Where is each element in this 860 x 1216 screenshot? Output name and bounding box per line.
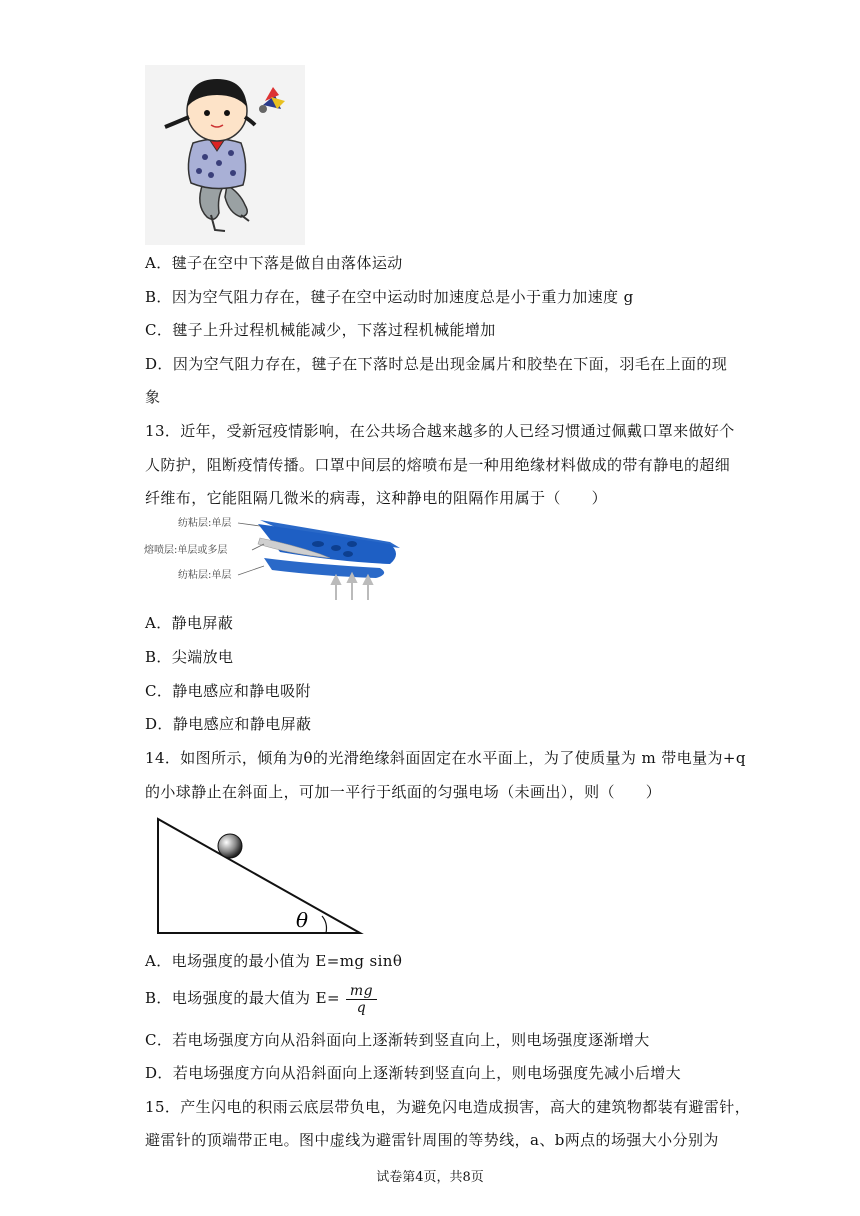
q12-option-b: B．因为空气阻力存在，毽子在空中运动时加速度总是小于重力加速度 g — [145, 288, 634, 306]
q14-option-c: C．若电场强度方向从沿斜面向上逐渐转到竖直向上，则电场强度逐渐增大 — [145, 1031, 650, 1049]
q12-option-d: D．因为空气阻力存在，毽子在下落时总是出现金属片和胶垫在下面，羽毛在上面的现 — [145, 355, 728, 373]
q14-option-b — [145, 981, 377, 1016]
mask-label-outer: 纺粘层:单层 — [178, 518, 232, 529]
q12-option-d-cont: 象 — [145, 388, 161, 406]
q13-option-c: C．静电感应和静电吸附 — [145, 682, 311, 700]
angle-theta-label: θ — [296, 908, 309, 932]
mask-label-inner: 纺粘层:单层 — [178, 570, 232, 581]
page-footer: 试卷第4页，共8页 — [376, 1170, 484, 1185]
q13-stem-line-1: 13．近年，受新冠疫情影响，在公共场合越来越多的人已经习惯通过佩戴口罩来做好个 — [145, 422, 735, 440]
q13-option-b: B．尖端放电 — [145, 648, 234, 666]
q15-stem-line-2: 避雷针的顶端带正电。图中虚线为避雷针周围的等势线，a、b两点的场强大小分别为 — [145, 1131, 719, 1149]
q13-stem-line-2: 人防护，阻断疫情传播。口罩中间层的熔喷布是一种用绝缘材料做成的带有静电的超细 — [145, 456, 731, 474]
q14-stem-line-2: 的小球静止在斜面上，可加一平行于纸面的匀强电场（未画出），则（ ） — [145, 783, 662, 801]
q13-option-d: D．静电感应和静电屏蔽 — [145, 715, 312, 733]
q12-option-c: C．毽子上升过程机械能减少，下落过程机械能增加 — [145, 321, 496, 339]
mask-layers-diagram — [140, 514, 410, 604]
fraction-denominator: q — [356, 999, 367, 1016]
q13-stem-line-3: 纤维布，它能阻隔几微米的病毒，这种静电的阻隔作用属于（ ） — [145, 489, 608, 507]
q12-option-a: A．毽子在空中下落是做自由落体运动 — [145, 254, 403, 272]
q14-option-a: A．电场强度的最小值为 E=mg sinθ — [145, 952, 403, 970]
mask-label-middle: 熔喷层:单层或多层 — [144, 545, 228, 556]
fraction-numerator: mg — [346, 983, 377, 1000]
incline-ball-diagram — [150, 815, 370, 940]
q14-option-d: D．若电场强度方向从沿斜面向上逐渐转到竖直向上，则电场强度先减小后增大 — [145, 1064, 682, 1082]
q14-stem-line-1: 14．如图所示，倾角为θ的光滑绝缘斜面固定在水平面上，为了使质量为 m 带电量为+q — [145, 749, 746, 767]
q14-option-b-text: B．电场强度的最大值为 E= — [145, 989, 340, 1007]
q13-option-a: A．静电屏蔽 — [145, 614, 234, 632]
q15-stem-line-1: 15．产生闪电的积雨云底层带负电，为避免闪电造成损害，高大的建筑物都装有避雷针， — [145, 1098, 751, 1116]
shuttlecock-girl-illustration — [145, 65, 305, 245]
q14-option-b-fraction — [346, 983, 377, 1016]
